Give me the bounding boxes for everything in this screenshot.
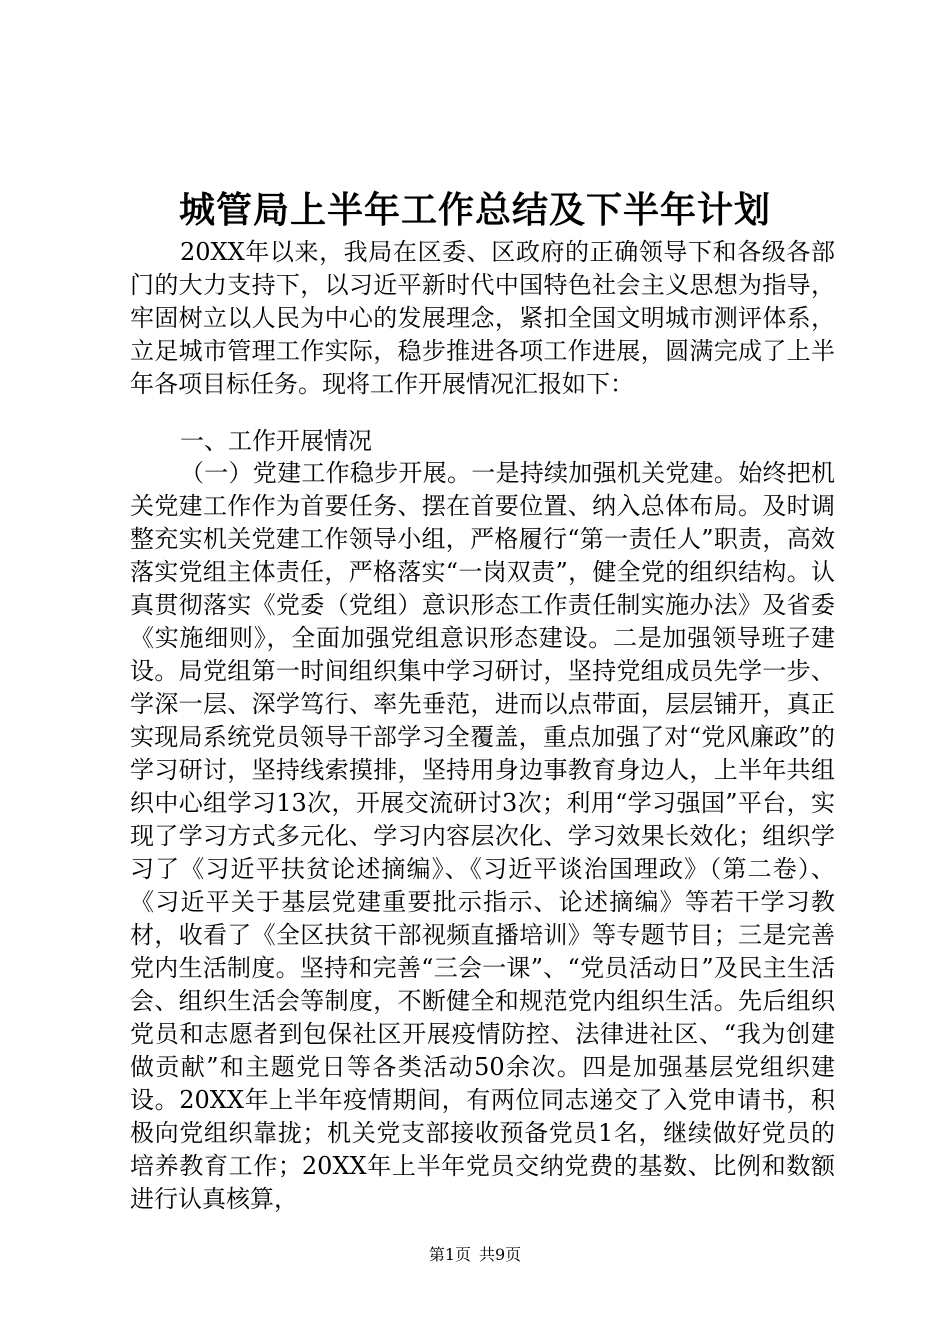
intro-paragraph: 20XX年以来，我局在区委、区政府的正确领导下和各级各部门的大力支持下，以习近平新时代中国特色社会主义思想为指导，牢固树立以人民为中心的发展理念，紧扣全国文明城市测评体系，立足城市管理工作实际，稳步推进各项工作进展，圆满完成了上半年各项目标任务。现将工作开展情况汇报如下：	[130, 238, 835, 398]
page-total: 共9页	[479, 1245, 522, 1264]
page-number: 第1页	[428, 1245, 471, 1264]
page-footer	[0, 1244, 950, 1266]
section-heading: 一、工作开展情况	[180, 427, 372, 455]
body-paragraph: （一）党建工作稳步开展。一是持续加强机关党建。始终把机关党建工作作为首要任务、摆在首要位置、纳入总体布局。及时调整充实机关党建工作领导小组，严格履行“第一责任人”职责，高效落实党组主体责任，严格落实“一岗双责”，健全党的组织结构。认真贯彻落实《党委（党组）意识形态工作责任制实施办法》及省委《实施细则》，全面加强党组意识形态建设。二是加强领导班子建设。局党组第一时间组织集中学习研讨，坚持党组成员先学一步、学深一层、深学笃行、率先垂范，进而以点带面，层层铺开，真正实现局系统党员领导干部学习全覆盖，重点加强了对“党风廉政”的学习研讨，坚持线索摸排，坚持用身边事教育身边人，上半年共组织中心组学习13次，开展交流研讨3次；利用“学习强国”平台，实现了学习方式多元化、学习内容层次化、学习效果长效化；组织学习了《习近平扶贫论述摘编》、《习近平谈治国理政》（第二卷）、《习近平关于基层党建重要批示指示、论述摘编》等若干学习教材，收看了《全区扶贫干部视频直播培训》等专题节目；三是完善党内生活制度。坚持和完善“三会一课”、“党员活动日”及民主生活会、组织生活会等制度，不断健全和规范党内组织生活。先后组织党员和志愿者到包保社区开展疫情防控、法律进社区、“我为创建做贡献”和主题党日等各类活动50余次。四是加强基层党组织建设。20XX年上半年疫情期间，有两位同志递交了入党申请书，积极向党组织靠拢；机关党支部接收预备党员1名，继续做好党员的培养教育工作；20XX年上半年党员交纳党费的基数、比例和数额进行认真核算，	[130, 459, 835, 1213]
document-title: 城管局上半年工作总结及下半年计划	[178, 189, 771, 231]
